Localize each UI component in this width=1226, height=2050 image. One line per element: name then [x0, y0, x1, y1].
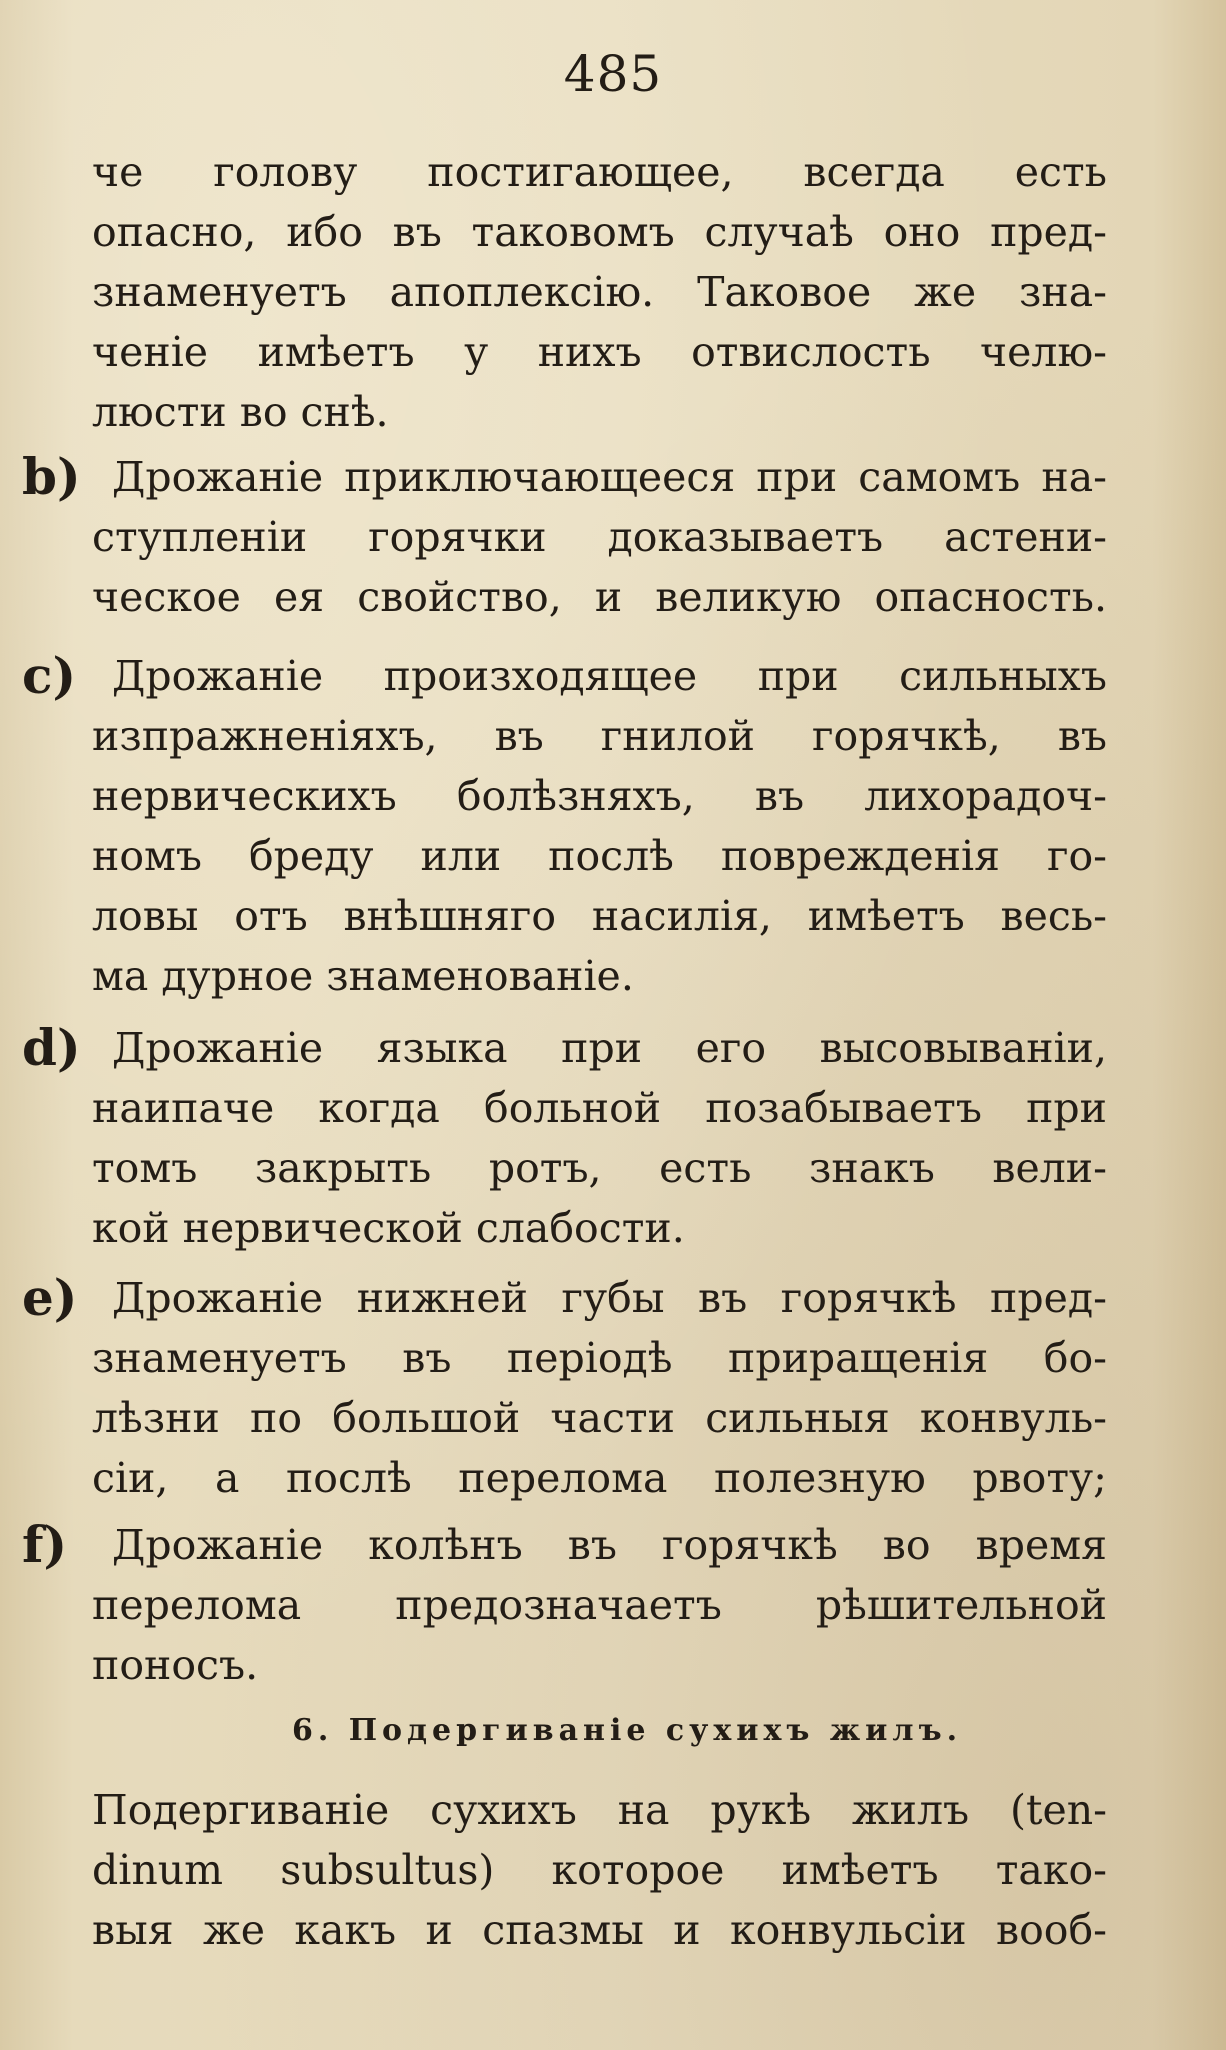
- text-line: лѣзни по большой части сильныя конвуль-: [92, 1394, 1107, 1442]
- text-line: Дрожаніе колѣнъ въ горячкѣ во время: [112, 1521, 1107, 1569]
- text-line: томъ закрыть ротъ, есть знакъ вели-: [92, 1144, 1107, 1192]
- item-marker-e: e): [22, 1268, 78, 1327]
- text-line: Дрожаніе произходящее при сильныхъ: [112, 652, 1107, 700]
- text-line: кой нервической слабости.: [92, 1204, 685, 1252]
- text-line: Подергиваніе сухихъ на рукѣ жилъ (ten-: [92, 1786, 1107, 1834]
- text-line: ступленіи горячки доказываетъ астени-: [92, 513, 1107, 561]
- text-line: сіи, а послѣ перелома полезную рвоту;: [92, 1454, 1107, 1502]
- text-line: выя же какъ и спазмы и конвульсіи вооб-: [92, 1906, 1107, 1954]
- item-marker-d: d): [22, 1018, 81, 1077]
- text-line: изпражненіяхъ, въ гнилой горячкѣ, въ: [92, 712, 1107, 760]
- text-line: Дрожаніе языка при его высовываніи,: [112, 1024, 1107, 1072]
- text-line: поносъ.: [92, 1641, 259, 1689]
- text-line: опасно, ибо въ таковомъ случаѣ оно пред-: [92, 208, 1107, 256]
- text-line: перелома предозначаетъ рѣшительной: [92, 1581, 1107, 1629]
- text-line: ма дурное знаменованіе.: [92, 952, 634, 1000]
- text-line: ченіе имѣетъ у нихъ отвислость челю-: [92, 328, 1107, 376]
- text-line: наипаче когда больной позабываетъ при: [92, 1084, 1107, 1132]
- text-line: Дрожаніе нижней губы въ горячкѣ пред-: [112, 1274, 1107, 1322]
- text-line: номъ бреду или послѣ поврежденія го-: [92, 832, 1107, 880]
- text-line: люсти во снѣ.: [92, 388, 389, 436]
- item-marker-c: c): [22, 646, 77, 705]
- text-line: Дрожаніе приключающееся при самомъ на-: [112, 453, 1107, 501]
- text-line: знаменуетъ въ періодѣ приращенія бо-: [92, 1334, 1107, 1382]
- text-line: dinum subsultus) которое имѣетъ тако-: [92, 1846, 1107, 1894]
- item-marker-f: f): [22, 1515, 68, 1574]
- section-heading: 6. Подергиваніе сухихъ жилъ.: [291, 1713, 963, 1748]
- text-line: знаменуетъ апоплексію. Таковое же зна-: [92, 268, 1107, 316]
- page-number: 485: [563, 45, 663, 103]
- text-line: нервическихъ болѣзняхъ, въ лихорадоч-: [92, 772, 1107, 820]
- text-line: че голову постигающее, всегда есть: [92, 148, 1107, 196]
- item-marker-b: b): [22, 447, 81, 506]
- text-line: ческое ея свойство, и великую опасность.: [92, 573, 1107, 621]
- text-line: ловы отъ внѣшняго насилія, имѣетъ весь-: [92, 892, 1107, 940]
